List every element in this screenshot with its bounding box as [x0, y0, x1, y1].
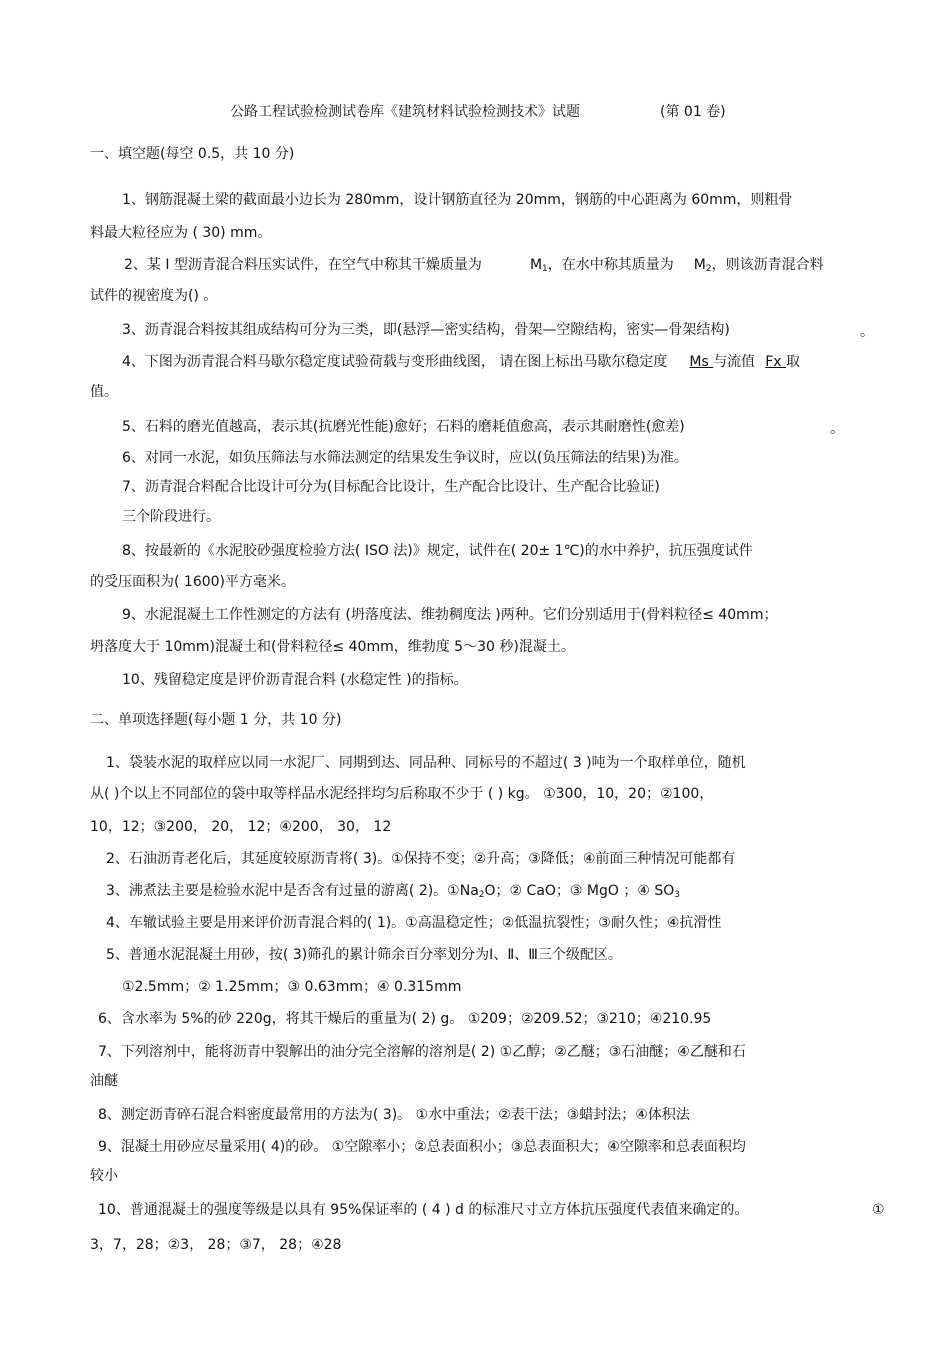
s2-q5-line1: 5、普通水泥混凝土用砂，按( 3)筛孔的累计筛余百分率划分为Ⅰ、Ⅱ、Ⅲ三个级配区。	[106, 947, 622, 963]
s2-q7-line2: 油醚	[90, 1073, 118, 1089]
s1-q2-text-a: 2、某 I 型沥青混合料压实试件，在空气中称其干燥质量为	[124, 257, 482, 273]
s2-q10-line1: 10、普通混凝土的强度等级是以具有 95%保证率的 ( 4 ) d 的标准尺寸立方体抗压强度代表值来确定的。	[98, 1202, 749, 1218]
s1-q4-line2: 值。	[90, 384, 118, 400]
s2-q1-line2: 从( )个以上不同部位的袋中取等样品水泥经拌均匀后称取不少于 ( ) kg。 ①300，10，20；②100，	[90, 786, 714, 802]
s2-q3-text-b: O；② CaO；③ MgO ；④ SO	[484, 883, 675, 899]
section1-heading: 一、填空题(每空 0.5，共 10 分)	[90, 146, 295, 162]
s1-q6: 6、对同一水泥，如负压筛法与水筛法测定的结果发生争议时，应以(负压筛法的结果)为准。	[122, 450, 688, 466]
s1-q8-line1: 8、按最新的《水泥胶砂强度检验方法( ISO 法)》规定，试件在( 20± 1℃)的水中养护，抗压强度试件	[122, 543, 753, 559]
s1-q8-line2: 的受压面积为( 1600)平方毫米。	[90, 574, 296, 590]
s2-q1-line3: 10，12；③200， 20， 12；④200， 30， 12	[90, 819, 392, 835]
s1-q2-text-c: ，则该沥青混合料	[711, 257, 824, 273]
s1-q1-line2: 料最大粒径应为 ( 30) mm。	[90, 225, 272, 241]
s2-q9-line2: 较小	[90, 1168, 118, 1184]
s1-q4-fx: Fx	[765, 354, 786, 370]
s1-q2-m2: M	[693, 257, 706, 273]
s2-q3-text-a: 3、沸煮法主要是检验水泥中是否含有过量的游离( 2)。①Na	[106, 883, 479, 899]
section2-heading: 二、单项选择题(每小题 1 分，共 10 分)	[90, 712, 342, 728]
s2-q10-line2: 3，7，28；②3， 28；③7， 28；④28	[90, 1237, 342, 1253]
s1-q2-line2: 试件的视密度为() 。	[90, 288, 218, 304]
s1-q2-m1: M	[529, 257, 543, 273]
s1-q4-ms: Ms	[689, 354, 714, 370]
s1-q9-line2: 坍落度大于 10mm)混凝土和(骨料粒径≤ 40mm，维勃度 5～30 秒)混凝土。	[90, 639, 575, 655]
s1-q5-end: 。	[830, 421, 844, 437]
s1-q2-line1	[124, 255, 824, 279]
s1-q1-line1: 1、钢筋混凝土梁的截面最小边长为 280mm，设计钢筋直径为 20mm，钢筋的中心距离为 60mm，则粗骨	[122, 192, 793, 208]
volume-label: (第 01 卷)	[660, 104, 726, 120]
s1-q7-line2: 三个阶段进行。	[122, 509, 220, 525]
page-title: 公路工程试验检测试卷库《建筑材料试验检测技术》试题	[230, 104, 580, 120]
s1-q4-line1	[122, 352, 800, 372]
s1-q4-text-a: 4、下图为沥青混合料马歇尔稳定度试验荷载与变形曲线图， 请在图上标出马歇尔稳定度	[122, 354, 668, 370]
s2-q3	[106, 881, 680, 905]
s2-q6: 6、含水率为 5%的砂 220g，将其干燥后的重量为( 2) g。 ①209；②209.52；③210；④210.95	[98, 1011, 712, 1027]
s1-q2-text-b: ，在水中称其质量为	[547, 257, 674, 273]
s1-q2-m2-sub: 2	[705, 264, 712, 274]
s1-q4-text-b: 与流值	[713, 354, 756, 370]
s1-q3: 3、沥青混合料按其组成结构可分为三类，即(悬浮—密实结构，骨架—空隙结构，密实—骨架结构)	[122, 322, 730, 338]
s1-q5: 5、石料的磨光值越高，表示其(抗磨光性能)愈好；石料的磨耗值愈高，表示其耐磨性(愈差)	[122, 419, 685, 435]
s2-q5-line2: ①2.5mm；② 1.25mm；③ 0.63mm；④ 0.315mm	[122, 979, 462, 995]
s1-q9-line1: 9、水泥混凝土工作性测定的方法有 (坍落度法、维勃稠度法 )两种。它们分别适用于(骨料粒径≤ 40mm；	[122, 607, 778, 623]
s2-q2: 2、石油沥青老化后，其延度较原沥青将( 3)。①保持不变；②升高；③降低；④前面三种情况可能都有	[106, 851, 736, 867]
s2-q9-line1: 9、混凝土用砂应尽量采用( 4)的砂。 ①空隙率小；②总表面积小；③总表面积大；④空隙率和总表面积均	[98, 1139, 746, 1155]
s1-q10: 10、残留稳定度是评价沥青混合料 (水稳定性 )的指标。	[122, 672, 468, 688]
s2-q8: 8、测定沥青碎石混合料密度最常用的方法为( 3)。 ①水中重法；②表干法；③蜡封法；④体积法	[98, 1107, 690, 1123]
s1-q3-end: 。	[860, 324, 874, 340]
s2-q3-so-sub: 3	[674, 890, 681, 900]
s1-q4-text-c: 取	[785, 354, 800, 370]
s2-q7-line1: 7、下列溶剂中，能将沥青中裂解出的油分完全溶解的溶剂是( 2) ①乙醇；②乙醚；③石油醚；④乙醚和石	[98, 1044, 746, 1060]
s2-q3-na-sub: 2	[478, 890, 485, 900]
s2-q10-end: ①	[872, 1202, 885, 1218]
s2-q1-line1: 1、袋装水泥的取样应以同一水泥厂、同期到达、同品种、同标号的不超过( 3 )吨为一个取样单位，随机	[106, 755, 746, 771]
s1-q7-line1: 7、沥青混合料配合比设计可分为(目标配合比设计，生产配合比设计、生产配合比验证)	[122, 479, 660, 495]
s1-q2-m1-sub: 1	[542, 264, 548, 274]
s2-q4: 4、车辙试验主要是用来评价沥青混合料的( 1)。①高温稳定性；②低温抗裂性；③耐久性；④抗滑性	[106, 915, 722, 931]
